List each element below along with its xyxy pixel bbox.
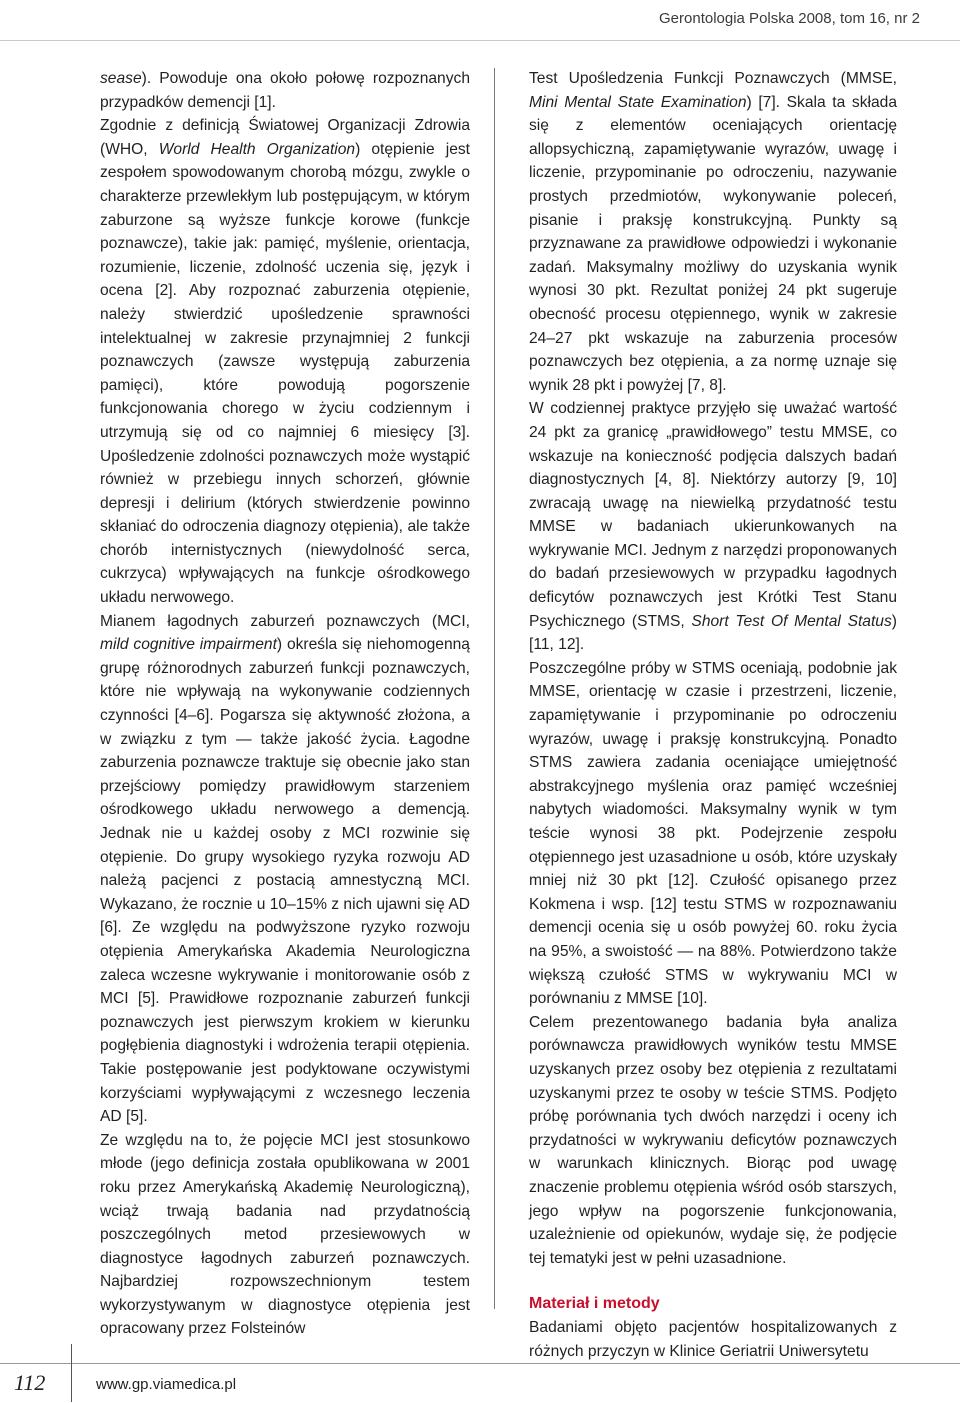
- footer-separator: [71, 1344, 72, 1402]
- paragraph-methods: Badaniami objęto pacjentów hospitalizowanych z różnych przyczyn w Klinice Geriatrii Uniwersytetu: [529, 1319, 897, 1360]
- paragraph-continuation: [100, 67, 470, 114]
- journal-url-link[interactable]: www.gp.viamedica.pl: [96, 1376, 237, 1393]
- paragraph-mmse: [529, 67, 897, 397]
- italic-term: Short Test Of Mental Status: [691, 612, 892, 630]
- paragraph-mci: [100, 610, 470, 1129]
- paragraph-text: Test Upośledzenia Funkcji Poznawczych (MMSE,: [529, 70, 897, 87]
- italic-term: Mini Mental State Examination: [529, 93, 747, 111]
- footer-rule: [0, 1363, 960, 1364]
- paragraph-text: ) określa się niehomogenną grupę różnorodnych zaburzeń funkcji poznawczych, które nie wpływają na wykonywanie codziennych czynności [4–6]. Pogarsza się aktywność złożona, a w związku z tym — także jakość życia. Łagodne zaburzenia poznawcze traktuje się obecnie jako stan przejściowy pomiędzy prawidłowym starzeniem ośrodkowego układu nerwowego a demencją. Jednak nie u każdej osoby z MCI rozwinie się otępienie. Do grupy wysokiego ryzyka rozwoju AD należą pacjenci z postacią amnestyczną MCI. Wykazano, że rocznie u 10–15% z nich ujawni się AD [6]. Ze względu na podwyższone ryzyko rozwoju otępienia Amerykańska Akademia Neurologiczna zaleca wczesne wykrywanie i monitorowanie osób z MCI [5]. Prawidłowe rozpoznanie zaburzeń funkcji poznawczych jest pierwszym krokiem w kierunku pogłębienia diagnostyki i wdrożenia terapii otępienia. Takie postępowanie jest podyktowane oczywistymi korzyściami wypływającymi z wczesnego leczenia AD [5].: [100, 636, 470, 1126]
- paragraph-text: ) [11, 12].: [529, 612, 897, 654]
- paragraph-text: ). Powoduje ona około połowę rozpoznanych przypadków demencji [1].: [100, 70, 470, 111]
- italic-term: sease: [100, 70, 142, 87]
- paragraph-text: ) [7]. Skala ta składa się z elementów oceniających orientację allopsychiczną, zapamiętywanie wyrazów, uwagę i liczenie, przypominanie po odroczeniu, nazywanie prostych przedmiotów, wykonywanie poleceń, pisanie i praksję konstrukcyjną. Punkty są przyznawane za prawidłowe odpowiedzi i wykonanie zadań. Maksymalny możliwy do uzyskania wynik wynosi 30 pkt. Rezultat poniżej 24 pkt sugeruje obecność procesu otępiennego, wynik w zakresie 24–27 pkt wskazuje na zaburzenia procesów poznawczych bez otępienia, a za normę uznaje się wynik 28 pkt i powyżej [7, 8].: [529, 93, 897, 394]
- italic-term: World Health Organization: [158, 140, 356, 158]
- paragraph-text: W codziennej praktyce przyjęło się uważać wartość 24 pkt za granicę „prawidłowego” testu MMSE, co wskazuje na konieczność podjęcia dalszych badań diagnostycznych [4, 8]. Niektórzy autorzy [9, 10] zwracają uwagę na niewielką przydatność testu MMSE w badaniach ukierunkowanych na wykrywanie MCI. Jednym z narzędzi proponowanych do badań przesiewowych w przypadku łagodnych deficytów poznawczych jest Krótki Test Stanu Psychicznego (STMS,: [529, 400, 897, 630]
- running-header: [0, 0, 960, 41]
- journal-citation: Gerontologia Polska 2008, tom 16, nr 2: [659, 10, 920, 27]
- paragraph-aim: Celem prezentowanego badania była analiza porównawcza prawidłowych wyników testu MMSE uzyskanych przez osoby bez otępienia z rezultatami uzyskanymi przez te osoby w teście STMS. Podjęto próbę porównania tych dwóch narzędzi i oceny ich przydatności w wykrywaniu deficytów poznawczych w warunkach klinicznych. Biorąc pod uwagę znaczenie problemu otępienia wśród osób starszych, jego wpływ na pogorszenie funkcjonowania, uzależnienie od opiekunów, wydaje się, że podjęcie tej tematyki jest w pełni uzasadnione.: [529, 1013, 897, 1267]
- paragraph-mmse-practice: [529, 397, 897, 657]
- italic-term: mild cognitive impairment: [100, 636, 277, 654]
- paragraph-text: Mianem łagodnych zaburzeń poznawczych (MCI,: [100, 612, 470, 630]
- paragraph-who-definition: [100, 114, 470, 609]
- paragraph-stms: Poszczególne próby w STMS oceniają, podobnie jak MMSE, orientację w czasie i przestrzeni, liczenie, zapamiętywanie i przypominanie po odroczeniu wyrazów, uwagę i praksję konstrukcyjną. Ponadto STMS zawiera zadania oceniające umiejętność abstrakcyjnego myślenia oraz pamięć wcześniej nabytych wiadomości. Maksymalny wynik w tym teście wynosi 38 pkt. Podejrzenie zespołu otępiennego jest uzasadnione u osób, które uzyskały mniej niż 30 pkt [12]. Czułość opisanego przez Kokmena i wsp. [12] testu STMS w rozpoznawaniu demencji ocenia się u osób powyżej 60. roku życia na 95%, a swoistość — na 88%. Potwierdzono także większą czułość STMS w wykrywaniu MCI w porównaniu z MMSE [10].: [529, 659, 897, 1008]
- right-column: [529, 67, 897, 1363]
- column-divider: [494, 68, 495, 1309]
- section-heading-methods: Materiał i metody: [529, 1295, 660, 1313]
- paragraph-text: Zgodnie z definicją Światowej Organizacji Zdrowia (WHO,: [100, 117, 470, 158]
- left-column: [100, 67, 470, 1341]
- page-number: 112: [14, 1370, 46, 1395]
- paragraph-mci-history: Ze względu na to, że pojęcie MCI jest stosunkowo młode (jego definicja została opublikowana w 2001 roku przez Amerykańską Akademię Neurologiczną), wciąż trwają badania nad przydatnością poszczególnych metod przesiewowych w diagnostyce łagodnych zaburzeń poznawczych. Najbardziej rozpowszechnionym testem wykorzystywanym w diagnostyce otępienia jest opracowany przez Folsteinów: [100, 1131, 470, 1338]
- paragraph-text: ) otępienie jest zespołem spowodowanym chorobą mózgu, zwykle o charakterze przewlekłym lub postępującym, w którym zaburzone są wyższe funkcje korowe (funkcje poznawcze), takie jak: pamięć, myślenie, orientacja, rozumienie, liczenie, zdolność uczenia się, język i ocena [2]. Aby rozpoznać zaburzenia otępienie, należy stwierdzić upośledzenie sprawności intelektualnej w zakresie przynajmniej 2 funkcji poznawczych (zawsze występują zaburzenia pamięci), które powodują pogorszenie funkcjonowania chorego w życiu codziennym i utrzymują się od co najmniej 6 miesięcy [3]. Upośledzenie zdolności poznawczych może wystąpić również w przebiegu innych schorzeń, głównie depresji i delirium (których stwierdzenie powinno skłaniać do odroczenia diagnozy otępienia), ale także chorób internistycznych (niewydolność serca, cukrzyca) wpływających na funkcje ośrodkowego układu nerwowego.: [100, 140, 471, 607]
